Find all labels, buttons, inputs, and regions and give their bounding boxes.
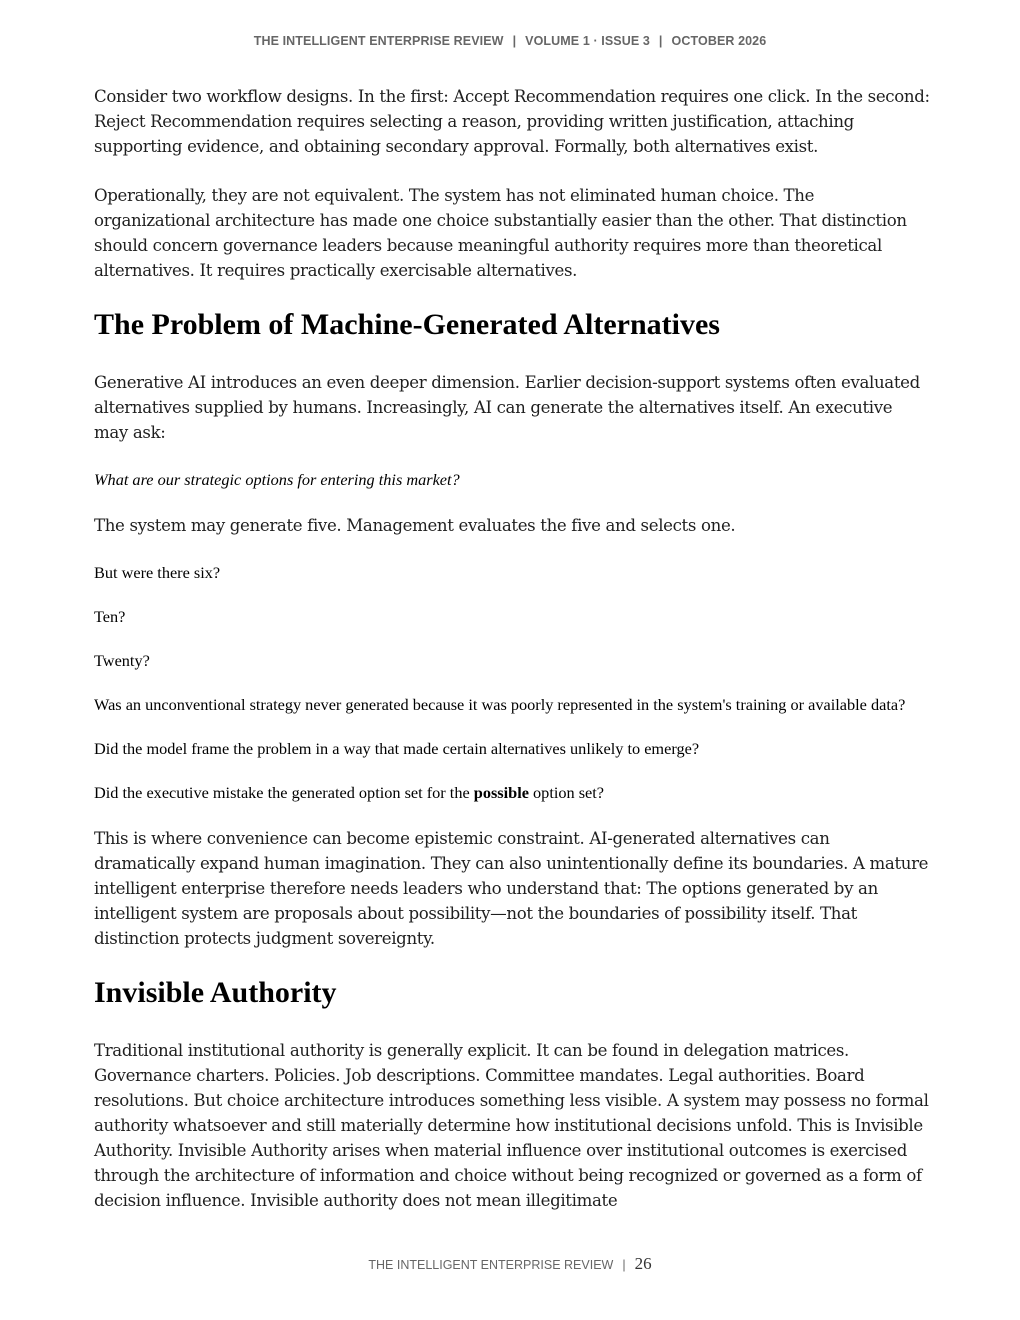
page-footer — [0, 1254, 1020, 1274]
article-body — [94, 84, 930, 1237]
question-line: Did the model frame the problem in a way that made certain alternatives unlikely to emerge? — [94, 739, 700, 758]
header-separator: | — [512, 34, 517, 48]
paragraph: The system may generate five. Management evaluates the five and selects one. — [94, 516, 736, 535]
paragraph: This is where convenience can become epistemic constraint. AI-generated alternatives can dramatically expand human imagination. They can also unintentionally define its boundaries. A mature intelligent enterprise therefore needs leaders who understand that: The options generated by an intelligent system are proposals about possibility—not the boundaries of possibility itself. That distinction protects judgment sovereignty. — [94, 829, 929, 948]
quoted-question: What are our strategic options for entering this market? — [94, 470, 460, 489]
header-separator: | — [658, 34, 663, 48]
emphasis-word: possible — [473, 783, 529, 802]
header-issue: VOLUME 1 · ISSUE 3 — [525, 34, 650, 48]
section-heading: The Problem of Machine-Generated Alternatives — [94, 308, 720, 341]
paragraph: Consider two workflow designs. In the first: Accept Recommendation requires one click. In the second: Reject Recommendation requires selecting a reason, providing written justification, attaching supporting evidence, and obtaining secondary approval. Formally, both alternatives exist. — [94, 87, 930, 156]
section-heading: Invisible Authority — [94, 976, 337, 1009]
header-date: OCTOBER 2026 — [671, 34, 767, 48]
question-line: But were there six? — [94, 563, 221, 582]
header-publication: THE INTELLIGENT ENTERPRISE REVIEW — [253, 34, 504, 48]
question-line: Was an unconventional strategy never generated because it was poorly represented in the system's training or available data? — [94, 695, 906, 714]
footer-separator: | — [622, 1258, 626, 1272]
question-line: Twenty? — [94, 651, 150, 670]
running-header — [0, 34, 1020, 48]
paragraph: Traditional institutional authority is generally explicit. It can be found in delegation matrices. Governance charters. Policies. Job descriptions. Committee mandates. Legal authorities. Board resolutions. But choice architecture introduces something less visible. A system may possess no formal authority whatsoever and still materially determine how institutional decisions unfold. This is Invisible Authority. Invisible Authority arises when material influence over institutional outcomes is exercised through the architecture of information and choice without being recognized or governed as a form of decision influence. Invisible authority does not mean illegitimate — [94, 1041, 929, 1210]
question-text: Did the executive mistake the generated option set for the — [94, 783, 474, 802]
question-line: Ten? — [94, 607, 126, 626]
question-line — [94, 782, 930, 803]
page-number: 26 — [634, 1254, 652, 1273]
paragraph: Operationally, they are not equivalent. The system has not eliminated human choice. The organizational architecture has made one choice substantially easier than the other. That distinction should concern governance leaders because meaningful authority requires more than theoretical alternatives. It requires practically exercisable alternatives. — [94, 186, 907, 280]
paragraph: Generative AI introduces an even deeper dimension. Earlier decision-support systems often evaluated alternatives supplied by humans. Increasingly, AI can generate the alternatives itself. An executive may ask: — [94, 373, 920, 442]
question-text: option set? — [528, 783, 605, 802]
footer-publication: THE INTELLIGENT ENTERPRISE REVIEW — [368, 1258, 614, 1272]
